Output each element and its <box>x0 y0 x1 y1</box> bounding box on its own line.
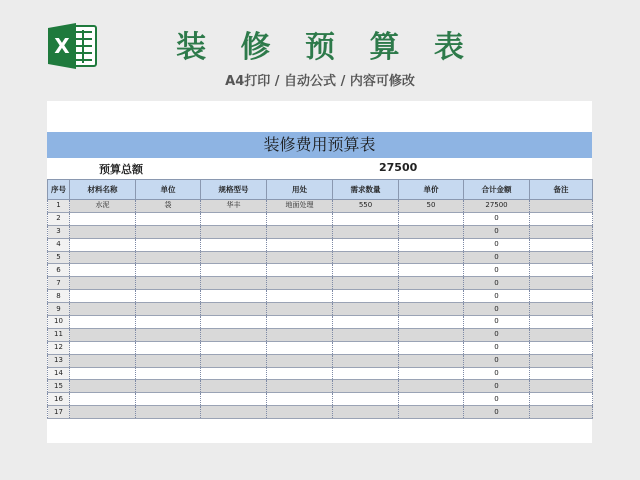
cell-col-total[interactable]: 0 <box>464 264 530 277</box>
cell-col-spec[interactable] <box>201 380 267 393</box>
cell-col-spec[interactable] <box>201 264 267 277</box>
cell-col-note[interactable] <box>530 393 593 406</box>
cell-col-price[interactable] <box>399 393 464 406</box>
cell-col-spec[interactable] <box>201 367 267 380</box>
cell-col-total[interactable]: 0 <box>464 277 530 290</box>
cell-col-index[interactable]: 12 <box>48 341 70 354</box>
cell-col-price[interactable] <box>399 316 464 329</box>
total-label: 预算总额 <box>99 163 143 176</box>
cell-col-unit[interactable] <box>136 303 201 316</box>
cell-col-total[interactable]: 0 <box>464 212 530 225</box>
header-col-index[interactable]: 序号 <box>48 180 70 200</box>
cell-col-material[interactable] <box>70 328 136 341</box>
cell-col-note[interactable] <box>530 354 593 367</box>
cell-col-spec[interactable] <box>201 341 267 354</box>
cell-col-price[interactable] <box>399 328 464 341</box>
cell-col-total[interactable]: 0 <box>464 406 530 419</box>
cell-col-note[interactable] <box>530 341 593 354</box>
cell-col-price[interactable] <box>399 341 464 354</box>
total-row <box>47 158 592 178</box>
cell-col-total[interactable]: 0 <box>464 251 530 264</box>
cell-col-material[interactable] <box>70 264 136 277</box>
cell-col-quantity[interactable] <box>333 251 399 264</box>
cell-col-material[interactable] <box>70 367 136 380</box>
cell-col-quantity[interactable] <box>333 354 399 367</box>
header-col-unit[interactable]: 单位 <box>136 180 201 200</box>
total-value[interactable]: 27500 <box>379 161 418 174</box>
cell-col-usage[interactable] <box>267 406 333 419</box>
cell-col-unit[interactable] <box>136 380 201 393</box>
cell-col-price[interactable]: 50 <box>399 200 464 213</box>
cell-col-price[interactable] <box>399 225 464 238</box>
cell-col-index[interactable]: 14 <box>48 367 70 380</box>
cell-col-quantity[interactable] <box>333 212 399 225</box>
cell-col-spec[interactable] <box>201 290 267 303</box>
cell-col-material[interactable] <box>70 303 136 316</box>
cell-col-spec[interactable] <box>201 225 267 238</box>
cell-col-price[interactable] <box>399 380 464 393</box>
cell-col-unit[interactable] <box>136 316 201 329</box>
table-row <box>48 328 593 341</box>
table-row <box>48 380 593 393</box>
cell-col-material[interactable] <box>70 406 136 419</box>
cell-col-material[interactable] <box>70 290 136 303</box>
cell-col-spec[interactable] <box>201 393 267 406</box>
cell-col-total[interactable]: 0 <box>464 354 530 367</box>
header-col-usage[interactable]: 用处 <box>267 180 333 200</box>
cell-col-unit[interactable] <box>136 212 201 225</box>
cell-col-total[interactable]: 0 <box>464 341 530 354</box>
cell-col-price[interactable] <box>399 354 464 367</box>
cell-col-total[interactable]: 27500 <box>464 200 530 213</box>
cell-col-unit[interactable] <box>136 264 201 277</box>
cell-col-usage[interactable] <box>267 393 333 406</box>
cell-col-price[interactable] <box>399 367 464 380</box>
cell-col-usage[interactable] <box>267 290 333 303</box>
cell-col-material[interactable] <box>70 212 136 225</box>
cell-col-spec[interactable] <box>201 406 267 419</box>
cell-col-usage[interactable]: 地面处理 <box>267 200 333 213</box>
cell-col-material[interactable] <box>70 380 136 393</box>
cell-col-spec[interactable] <box>201 316 267 329</box>
table-body <box>48 200 593 419</box>
cell-col-total[interactable]: 0 <box>464 290 530 303</box>
cell-col-price[interactable] <box>399 251 464 264</box>
cell-col-material[interactable]: 水泥 <box>70 200 136 213</box>
table-row <box>48 367 593 380</box>
table-row <box>48 341 593 354</box>
cell-col-usage[interactable] <box>267 380 333 393</box>
cell-col-material[interactable] <box>70 341 136 354</box>
cell-col-total[interactable]: 0 <box>464 225 530 238</box>
cell-col-note[interactable] <box>530 264 593 277</box>
header-col-spec[interactable]: 规格型号 <box>201 180 267 200</box>
cell-col-material[interactable] <box>70 225 136 238</box>
table-row <box>48 200 593 213</box>
cell-col-price[interactable] <box>399 238 464 251</box>
cell-col-unit[interactable]: 袋 <box>136 200 201 213</box>
cell-col-note[interactable] <box>530 316 593 329</box>
table-header-row <box>48 180 593 200</box>
cell-col-unit[interactable] <box>136 251 201 264</box>
table-row <box>48 264 593 277</box>
cell-col-note[interactable] <box>530 251 593 264</box>
cell-col-index[interactable]: 2 <box>48 212 70 225</box>
table-row <box>48 251 593 264</box>
cell-col-unit[interactable] <box>136 277 201 290</box>
cell-col-price[interactable] <box>399 277 464 290</box>
cell-col-index[interactable]: 1 <box>48 200 70 213</box>
cell-col-spec[interactable] <box>201 251 267 264</box>
cell-col-index[interactable]: 5 <box>48 251 70 264</box>
header-col-note[interactable]: 备注 <box>530 180 593 200</box>
cell-col-quantity[interactable]: 550 <box>333 200 399 213</box>
cell-col-index[interactable]: 9 <box>48 303 70 316</box>
cell-col-total[interactable]: 0 <box>464 367 530 380</box>
cell-col-index[interactable]: 6 <box>48 264 70 277</box>
cell-col-note[interactable] <box>530 406 593 419</box>
table-row <box>48 393 593 406</box>
page-title: 装 修 预 算 表 <box>176 30 476 65</box>
table-row <box>48 406 593 419</box>
cell-col-note[interactable] <box>530 225 593 238</box>
cell-col-index[interactable]: 8 <box>48 290 70 303</box>
cell-col-usage[interactable] <box>267 238 333 251</box>
cell-col-total[interactable]: 0 <box>464 380 530 393</box>
cell-col-total[interactable]: 0 <box>464 303 530 316</box>
cell-col-material[interactable] <box>70 277 136 290</box>
table-row <box>48 290 593 303</box>
cell-col-usage[interactable] <box>267 341 333 354</box>
cell-col-usage[interactable] <box>267 277 333 290</box>
table-row <box>48 238 593 251</box>
cell-col-usage[interactable] <box>267 212 333 225</box>
table-row <box>48 225 593 238</box>
cell-col-price[interactable] <box>399 406 464 419</box>
cell-col-index[interactable]: 11 <box>48 328 70 341</box>
cell-col-material[interactable] <box>70 251 136 264</box>
cell-col-usage[interactable] <box>267 303 333 316</box>
cell-col-material[interactable] <box>70 316 136 329</box>
cell-col-unit[interactable] <box>136 328 201 341</box>
header-col-total[interactable]: 合计金额 <box>464 180 530 200</box>
cell-col-spec[interactable] <box>201 212 267 225</box>
table-row <box>48 303 593 316</box>
cell-col-note[interactable] <box>530 380 593 393</box>
cell-col-index[interactable]: 10 <box>48 316 70 329</box>
cell-col-index[interactable]: 3 <box>48 225 70 238</box>
cell-col-note[interactable] <box>530 277 593 290</box>
cell-col-quantity[interactable] <box>333 277 399 290</box>
cell-col-price[interactable] <box>399 303 464 316</box>
table-row <box>48 316 593 329</box>
cell-col-spec[interactable] <box>201 238 267 251</box>
header-col-quantity[interactable]: 需求数量 <box>333 180 399 200</box>
cell-col-note[interactable] <box>530 303 593 316</box>
cell-col-spec[interactable]: 华丰 <box>201 200 267 213</box>
sheet-banner: 装修费用预算表 <box>47 132 592 158</box>
cell-col-total[interactable]: 0 <box>464 238 530 251</box>
cell-col-material[interactable] <box>70 354 136 367</box>
cell-col-unit[interactable] <box>136 225 201 238</box>
cell-col-quantity[interactable] <box>333 393 399 406</box>
cell-col-quantity[interactable] <box>333 406 399 419</box>
cell-col-index[interactable]: 4 <box>48 238 70 251</box>
cell-col-index[interactable]: 13 <box>48 354 70 367</box>
cell-col-total[interactable]: 0 <box>464 393 530 406</box>
cell-col-quantity[interactable] <box>333 303 399 316</box>
table-row <box>48 277 593 290</box>
cell-col-price[interactable] <box>399 264 464 277</box>
cell-col-unit[interactable] <box>136 341 201 354</box>
budget-table <box>47 179 593 419</box>
cell-col-quantity[interactable] <box>333 328 399 341</box>
cell-col-note[interactable] <box>530 290 593 303</box>
cell-col-total[interactable]: 0 <box>464 316 530 329</box>
page-subtitle: A4打印 / 自动公式 / 内容可修改 <box>225 74 415 89</box>
cell-col-quantity[interactable] <box>333 238 399 251</box>
budget-sheet <box>47 101 592 443</box>
cell-col-usage[interactable] <box>267 251 333 264</box>
cell-col-spec[interactable] <box>201 328 267 341</box>
cell-col-note[interactable] <box>530 328 593 341</box>
cell-col-note[interactable] <box>530 200 593 213</box>
header-col-price[interactable]: 单价 <box>399 180 464 200</box>
cell-col-price[interactable] <box>399 290 464 303</box>
cell-col-quantity[interactable] <box>333 380 399 393</box>
cell-col-quantity[interactable] <box>333 316 399 329</box>
cell-col-material[interactable] <box>70 238 136 251</box>
cell-col-spec[interactable] <box>201 354 267 367</box>
cell-col-note[interactable] <box>530 212 593 225</box>
cell-col-unit[interactable] <box>136 238 201 251</box>
cell-col-quantity[interactable] <box>333 264 399 277</box>
cell-col-unit[interactable] <box>136 367 201 380</box>
cell-col-unit[interactable] <box>136 406 201 419</box>
cell-col-usage[interactable] <box>267 316 333 329</box>
cell-col-usage[interactable] <box>267 328 333 341</box>
cell-col-index[interactable]: 7 <box>48 277 70 290</box>
cell-col-unit[interactable] <box>136 393 201 406</box>
table-row <box>48 354 593 367</box>
cell-col-note[interactable] <box>530 367 593 380</box>
cell-col-unit[interactable] <box>136 290 201 303</box>
cell-col-usage[interactable] <box>267 367 333 380</box>
cell-col-spec[interactable] <box>201 303 267 316</box>
cell-col-note[interactable] <box>530 238 593 251</box>
table-row <box>48 212 593 225</box>
cell-col-quantity[interactable] <box>333 225 399 238</box>
cell-col-index[interactable]: 15 <box>48 380 70 393</box>
cell-col-index[interactable]: 17 <box>48 406 70 419</box>
cell-col-usage[interactable] <box>267 354 333 367</box>
svg-text:X: X <box>54 34 70 58</box>
cell-col-quantity[interactable] <box>333 367 399 380</box>
cell-col-quantity[interactable] <box>333 341 399 354</box>
cell-col-quantity[interactable] <box>333 290 399 303</box>
header-col-material[interactable]: 材料名称 <box>70 180 136 200</box>
cell-col-index[interactable]: 16 <box>48 393 70 406</box>
cell-col-total[interactable]: 0 <box>464 328 530 341</box>
cell-col-unit[interactable] <box>136 354 201 367</box>
cell-col-material[interactable] <box>70 393 136 406</box>
cell-col-usage[interactable] <box>267 264 333 277</box>
cell-col-spec[interactable] <box>201 277 267 290</box>
cell-col-price[interactable] <box>399 212 464 225</box>
cell-col-usage[interactable] <box>267 225 333 238</box>
